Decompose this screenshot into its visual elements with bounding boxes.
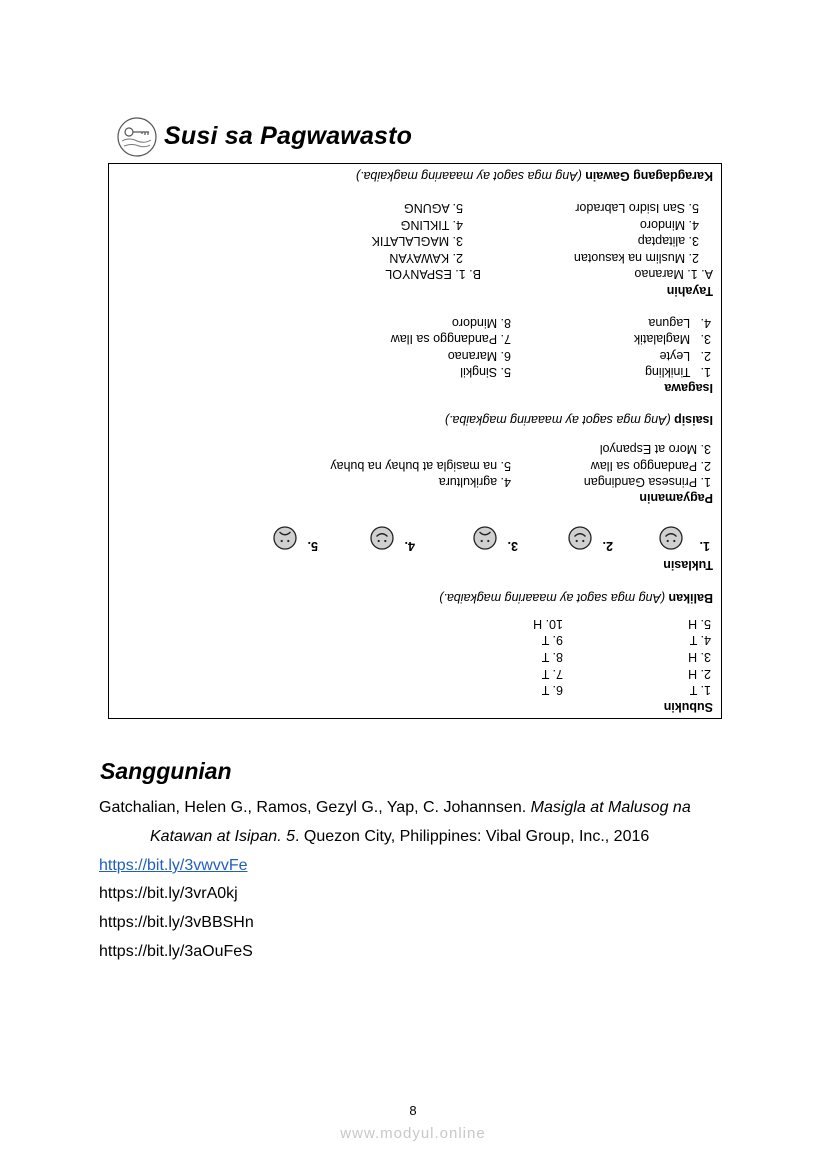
isagawa-answer: 1. Tinikling xyxy=(644,365,711,379)
face-eye xyxy=(667,540,669,542)
section-isaisip-note: (Ang mga sagot ay maaaring magkaiba.) xyxy=(444,413,671,427)
section-subukin-label: Subukin xyxy=(663,700,713,714)
pagyamanin-answer: 4. agrikultura xyxy=(438,475,511,489)
section-karagdagang-gawain-note: (Ang mga sagot ay maaaring magkaiba.) xyxy=(355,169,582,183)
tuklasin-item-number: 1. xyxy=(699,539,710,553)
isagawa-answer: 6. Maranao xyxy=(447,349,511,363)
section-karagdagang-gawain xyxy=(356,169,713,183)
subukin-answer: 6. T xyxy=(541,683,563,697)
isagawa-answer: 7. Pandanggo sa Ilaw xyxy=(390,332,511,346)
isagawa-answer: 2. Leyte xyxy=(659,349,711,363)
citation-line-2 xyxy=(150,827,649,847)
section-tuklasin-label: Tuklasin xyxy=(663,558,713,572)
section-tayahin-label: Tayahin xyxy=(666,284,713,298)
citation-publisher: . Quezon City, Philippines: Vibal Group, Inc., 2016 xyxy=(294,828,650,845)
section-pagyamanin-label: Pagyamanin xyxy=(639,491,713,505)
face-eye xyxy=(481,540,483,542)
section-balikan-label: Balikan xyxy=(668,591,713,605)
isagawa-answer: 4. Laguna xyxy=(648,316,711,330)
section-balikan xyxy=(439,591,713,605)
face-eye xyxy=(384,540,386,542)
tayahin-answer: A. 1. Maranao xyxy=(634,267,713,281)
citation-line-1 xyxy=(99,798,691,818)
subukin-answer: 8. T xyxy=(541,650,563,664)
sad-face-icon xyxy=(473,526,497,550)
subukin-answer: 7. T xyxy=(541,667,563,681)
tayahin-answer: 4. TIKLING xyxy=(400,218,463,232)
face-eye xyxy=(576,540,578,542)
face-eye xyxy=(487,540,489,542)
subukin-answer: 1. T xyxy=(689,683,711,697)
answer-key-box xyxy=(108,163,722,719)
answer-key-content-rotated xyxy=(109,164,721,718)
tayahin-answer: 2. Muslim na kasuotan xyxy=(573,251,699,265)
subukin-answer: 10. H xyxy=(533,617,563,631)
isagawa-answer: 3. Maglalatik xyxy=(633,332,711,346)
tuklasin-item-number: 2. xyxy=(602,539,613,553)
tuklasin-item-number: 5. xyxy=(307,539,318,553)
happy-face-icon xyxy=(568,526,592,550)
tayahin-answer: 3. alitaptap xyxy=(637,234,699,248)
face-eye xyxy=(378,540,380,542)
subukin-answer: 4. T xyxy=(689,633,711,647)
watermark: www.modyul.online xyxy=(340,1125,486,1142)
tayahin-answer: 2. KAWAYAN xyxy=(389,251,463,265)
section-balikan-note: (Ang mga sagot ay maaaring magkaiba.) xyxy=(439,591,666,605)
sad-face-icon xyxy=(273,526,297,550)
face-outline xyxy=(660,527,682,549)
isagawa-answer: 5. Singkil xyxy=(460,365,511,379)
face-eye xyxy=(281,540,283,542)
tuklasin-item-number: 3. xyxy=(507,539,518,553)
subukin-answer: 3. H xyxy=(688,650,711,664)
subukin-answer: 2. H xyxy=(688,667,711,681)
pagyamanin-answer: 3. Moro at Espanyol xyxy=(599,442,711,456)
page-title: Susi sa Pagwawasto xyxy=(164,122,413,150)
citation-authors: Gatchalian, Helen G., Ramos, Gezyl G., Yap, C. Johannsen. xyxy=(99,799,531,816)
reference-link: https://bit.ly/3vBBSHn xyxy=(99,914,254,931)
happy-face-icon xyxy=(659,526,683,550)
page-number: 8 xyxy=(409,1103,417,1118)
face-outline xyxy=(474,527,496,549)
face-outline xyxy=(371,527,393,549)
face-eye xyxy=(287,540,289,542)
tayahin-answer: B. 1. ESPANYOL xyxy=(385,267,481,281)
references-title: Sanggunian xyxy=(100,758,232,784)
tayahin-answer: 4. Mindoro xyxy=(639,218,699,232)
tayahin-answer: 3. MAGLALATIK xyxy=(371,234,463,248)
subukin-answer: 9. T xyxy=(541,633,563,647)
reference-link: https://bit.ly/3vrA0kj xyxy=(99,885,238,902)
face-eye xyxy=(673,540,675,542)
pagyamanin-answer: 2. Pandanggo sa Ilaw xyxy=(590,459,711,473)
citation-book-title: Masigla at Malusog na xyxy=(530,799,691,816)
isagawa-answer: 8. Mindoro xyxy=(451,316,511,330)
tayahin-answer: 5. San Isidro Labrador xyxy=(575,201,699,215)
face-outline xyxy=(569,527,591,549)
section-karagdagang-gawain-label: Karagdagang Gawain xyxy=(585,169,713,183)
section-isaisip-label: Isaisip xyxy=(674,413,713,427)
section-isagawa-label: Isagawa xyxy=(664,381,713,395)
face-outline xyxy=(274,527,296,549)
key-in-hand-icon xyxy=(117,117,157,157)
face-eye xyxy=(582,540,584,542)
subukin-answer: 5. H xyxy=(688,617,711,631)
happy-face-icon xyxy=(370,526,394,550)
tayahin-answer: 5. AGUNG xyxy=(403,201,463,215)
reference-link[interactable]: https://bit.ly/3vwvvFe xyxy=(99,857,248,874)
pagyamanin-answer: 1. Prinsesa Gandingan xyxy=(583,475,711,489)
section-isaisip xyxy=(445,413,713,427)
citation-book-title-cont: Katawan at Isipan. 5 xyxy=(150,828,295,845)
reference-link: https://bit.ly/3aOuFeS xyxy=(99,943,253,960)
tuklasin-item-number: 4. xyxy=(404,539,415,553)
pagyamanin-answer: 5. na masigla at buhay na buhay xyxy=(330,459,511,473)
